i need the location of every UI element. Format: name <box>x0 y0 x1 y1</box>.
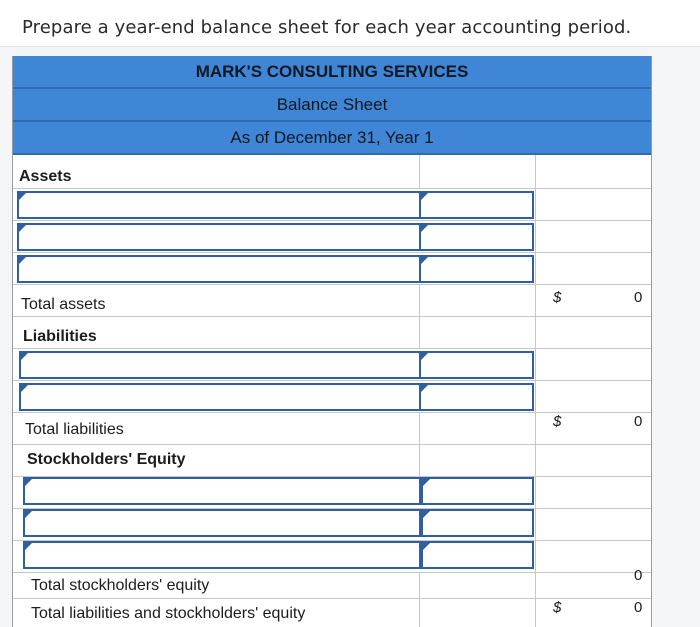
equity-account-input[interactable] <box>23 541 421 569</box>
total-liabilities-label: Total liabilities <box>25 421 124 438</box>
instruction-bar <box>0 0 700 47</box>
total-assets-row <box>13 285 651 317</box>
total-equity-value: 0 <box>634 567 643 584</box>
asset-row <box>13 221 651 253</box>
equity-amount-input[interactable] <box>421 509 534 537</box>
asset-row <box>13 253 651 285</box>
liabilities-heading: Liabilities <box>23 328 97 345</box>
liability-row <box>13 349 651 381</box>
asset-amount-input[interactable] <box>419 223 534 251</box>
total-liabilities-row <box>13 413 651 445</box>
equity-row <box>13 477 651 509</box>
asset-account-input[interactable] <box>17 255 421 283</box>
liability-row <box>13 381 651 413</box>
equity-heading-row <box>13 445 651 477</box>
liability-amount-input[interactable] <box>419 383 534 411</box>
equity-amount-input[interactable] <box>421 541 534 569</box>
total-assets-value: 0 <box>634 289 643 306</box>
asset-row <box>13 189 651 221</box>
equity-row <box>13 541 651 573</box>
asset-account-input[interactable] <box>17 191 421 219</box>
total-liabilities-value: 0 <box>634 413 643 430</box>
equity-account-input[interactable] <box>23 477 421 505</box>
statement-date: As of December 31, Year 1 <box>13 122 651 155</box>
asset-amount-input[interactable] <box>419 191 534 219</box>
liability-amount-input[interactable] <box>419 351 534 379</box>
grand-total-row <box>13 599 651 627</box>
balance-sheet-table <box>12 56 652 627</box>
total-assets-label: Total assets <box>21 296 106 313</box>
assets-heading-row <box>13 155 651 189</box>
assets-heading: Assets <box>19 168 72 185</box>
equity-account-input[interactable] <box>23 509 421 537</box>
total-equity-row <box>13 567 651 599</box>
total-liabilities-currency: $ <box>553 413 562 430</box>
grand-total-currency: $ <box>553 599 562 616</box>
equity-row <box>13 509 651 541</box>
total-assets-currency: $ <box>553 289 562 306</box>
asset-account-input[interactable] <box>17 223 421 251</box>
grand-total-value: 0 <box>634 599 643 616</box>
liability-account-input[interactable] <box>19 383 421 411</box>
liabilities-heading-row <box>13 317 651 349</box>
statement-title: Balance Sheet <box>13 89 651 122</box>
instruction-text: Prepare a year-end balance sheet for each year accounting period. <box>22 17 632 38</box>
equity-heading: Stockholders' Equity <box>27 451 186 468</box>
equity-amount-input[interactable] <box>421 477 534 505</box>
company-name: MARK'S CONSULTING SERVICES <box>13 56 651 89</box>
asset-amount-input[interactable] <box>419 255 534 283</box>
total-equity-label: Total stockholders' equity <box>31 577 210 594</box>
liability-account-input[interactable] <box>19 351 421 379</box>
grand-total-label: Total liabilities and stockholders' equity <box>31 605 306 622</box>
